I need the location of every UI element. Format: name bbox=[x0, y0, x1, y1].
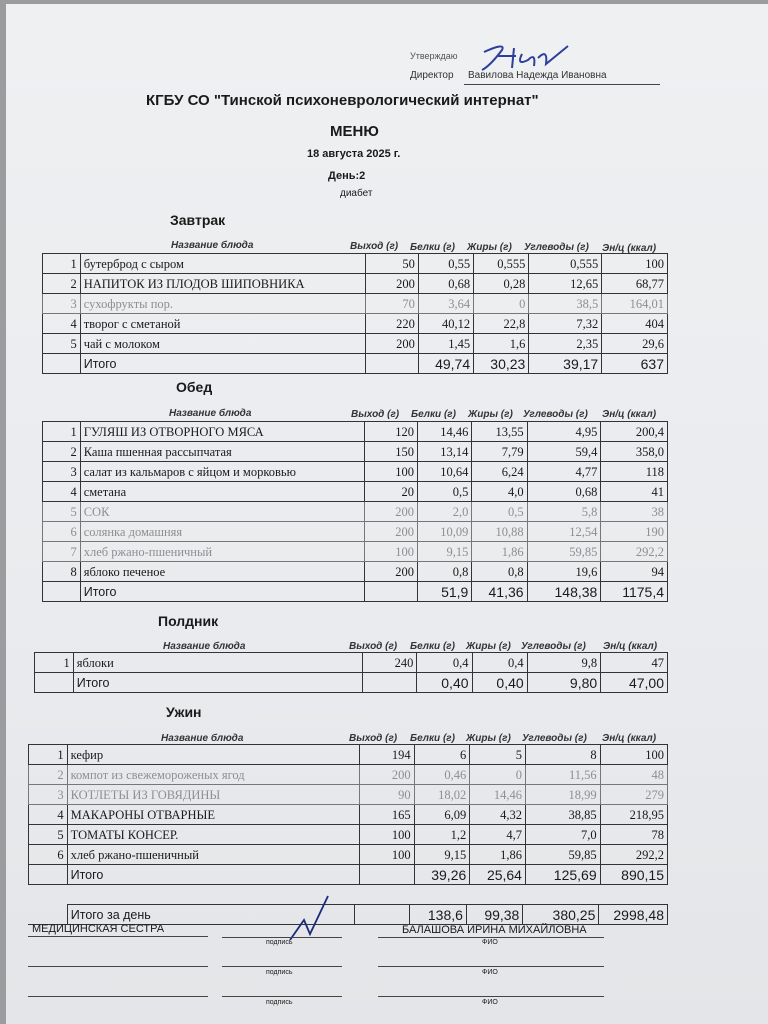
director-underline bbox=[464, 84, 660, 85]
col-fat: Жиры (г) bbox=[467, 242, 512, 253]
dinner-row bbox=[29, 825, 668, 845]
col-yield: Выход (г) bbox=[350, 241, 399, 252]
total-spacer bbox=[43, 354, 81, 374]
total-yield-empty bbox=[364, 582, 417, 602]
lunch-table bbox=[42, 421, 668, 602]
row-number: 6 bbox=[29, 845, 68, 865]
dish-fat: 7,79 bbox=[472, 442, 527, 462]
dish-yield: 200 bbox=[360, 765, 414, 785]
dish-carbs: 12,65 bbox=[529, 274, 602, 294]
dish-name: хлеб ржано-пшеничный bbox=[80, 542, 364, 562]
dish-protein: 2,0 bbox=[417, 502, 471, 522]
lunch-row bbox=[43, 542, 668, 562]
dish-fat: 14,46 bbox=[470, 785, 526, 805]
total-spacer bbox=[43, 582, 81, 602]
dinner-total-row bbox=[29, 865, 668, 885]
dish-name: яблоки bbox=[73, 653, 362, 673]
dish-protein: 1,45 bbox=[418, 334, 473, 354]
org-title: КГБУ СО "Тинской психоневрологический интернат" bbox=[146, 92, 539, 109]
sign-line-2 bbox=[222, 966, 342, 967]
section-lunch-title: Обед bbox=[176, 379, 213, 395]
total-yield-empty bbox=[365, 354, 418, 374]
dish-yield: 90 bbox=[360, 785, 414, 805]
dish-name: творог с сметаной bbox=[80, 314, 365, 334]
total-label: Итого bbox=[80, 582, 364, 602]
breakfast-table bbox=[42, 253, 668, 374]
row-number: 3 bbox=[43, 294, 81, 314]
total-carbs: 9,80 bbox=[527, 673, 601, 693]
dish-yield: 200 bbox=[365, 334, 418, 354]
dish-fat: 1,86 bbox=[472, 542, 527, 562]
dish-name: КОТЛЕТЫ ИЗ ГОВЯДИНЫ bbox=[67, 785, 360, 805]
row-number: 5 bbox=[43, 502, 81, 522]
col-protein: Белки (г) bbox=[410, 242, 455, 253]
sign-label-1: подпись bbox=[266, 939, 293, 946]
menu-title: МЕНЮ bbox=[330, 123, 379, 140]
fio-line-3 bbox=[378, 996, 604, 997]
row-number: 3 bbox=[43, 462, 81, 482]
dinner-row bbox=[29, 845, 668, 865]
total-energy: 1175,4 bbox=[601, 582, 668, 602]
dish-energy: 47 bbox=[601, 653, 668, 673]
dish-fat: 0 bbox=[474, 294, 529, 314]
menu-date: 18 августа 2025 г. bbox=[307, 148, 401, 160]
sign-label-2: подпись bbox=[266, 969, 293, 976]
breakfast-row bbox=[43, 314, 668, 334]
col-name: Название блюда bbox=[163, 641, 246, 652]
dish-carbs: 11,56 bbox=[525, 765, 600, 785]
row-number: 7 bbox=[43, 542, 81, 562]
sign-line-1 bbox=[222, 937, 342, 938]
dish-name: солянка домашняя bbox=[80, 522, 364, 542]
col-protein: Белки (г) bbox=[410, 733, 455, 744]
dish-name: сухофрукты пор. bbox=[80, 294, 365, 314]
dish-fat: 1,6 bbox=[474, 334, 529, 354]
nurse-name: БАЛАШОВА ИРИНА МИХАЙЛОВНА bbox=[402, 924, 587, 936]
breakfast-total-row bbox=[43, 354, 668, 374]
dish-energy: 68,77 bbox=[602, 274, 668, 294]
fio-label-1: ФИО bbox=[482, 939, 498, 946]
dish-yield: 200 bbox=[364, 522, 417, 542]
col-carbs: Углеводы (г) bbox=[524, 242, 589, 253]
dish-fat: 0,5 bbox=[472, 502, 527, 522]
dish-fat: 13,55 bbox=[472, 422, 527, 442]
dish-yield: 194 bbox=[360, 745, 414, 765]
sign-label-3: подпись bbox=[266, 999, 293, 1006]
role-line-2 bbox=[28, 966, 208, 967]
dish-carbs: 7,0 bbox=[525, 825, 600, 845]
dish-energy: 218,95 bbox=[600, 805, 667, 825]
breakfast-row bbox=[43, 254, 668, 274]
dish-yield: 100 bbox=[360, 825, 414, 845]
dish-name: сметана bbox=[80, 482, 364, 502]
dish-protein: 0,55 bbox=[418, 254, 473, 274]
day-total-energy: 2998,48 bbox=[599, 905, 668, 925]
dish-fat: 1,86 bbox=[470, 845, 526, 865]
dish-energy: 404 bbox=[602, 314, 668, 334]
dish-name: СОК bbox=[80, 502, 364, 522]
total-label: Итого bbox=[80, 354, 365, 374]
dish-yield: 200 bbox=[365, 274, 418, 294]
col-carbs: Углеводы (г) bbox=[522, 733, 587, 744]
dish-energy: 29,6 bbox=[602, 334, 668, 354]
day-total-table bbox=[28, 904, 668, 925]
lunch-row bbox=[43, 482, 668, 502]
dish-fat: 0,28 bbox=[474, 274, 529, 294]
total-fat: 25,64 bbox=[470, 865, 526, 885]
dish-protein: 0,46 bbox=[414, 765, 470, 785]
total-yield-empty bbox=[360, 865, 414, 885]
row-number: 4 bbox=[43, 482, 81, 502]
dish-energy: 118 bbox=[601, 462, 668, 482]
total-yield-empty bbox=[362, 673, 416, 693]
dish-energy: 48 bbox=[600, 765, 667, 785]
dish-name: ГУЛЯШ ИЗ ОТВОРНОГО МЯСА bbox=[80, 422, 364, 442]
dish-protein: 0,5 bbox=[417, 482, 471, 502]
dish-protein: 6 bbox=[414, 745, 470, 765]
dish-fat: 0,555 bbox=[474, 254, 529, 274]
dish-protein: 18,02 bbox=[414, 785, 470, 805]
breakfast-row bbox=[43, 294, 668, 314]
col-energy: Эн/ц (ккал) bbox=[602, 733, 657, 744]
dish-energy: 292,2 bbox=[601, 542, 668, 562]
director-name: Вавилова Надежда Ивановна bbox=[468, 70, 607, 81]
col-fat: Жиры (г) bbox=[466, 733, 511, 744]
row-number: 1 bbox=[43, 422, 81, 442]
fio-label-2: ФИО bbox=[482, 969, 498, 976]
dinner-row bbox=[29, 765, 668, 785]
total-carbs: 39,17 bbox=[529, 354, 602, 374]
row-number: 4 bbox=[43, 314, 81, 334]
row-number: 6 bbox=[43, 522, 81, 542]
fio-line-1 bbox=[378, 937, 604, 938]
director-signature bbox=[476, 40, 576, 74]
dish-carbs: 4,95 bbox=[527, 422, 601, 442]
row-number: 8 bbox=[43, 562, 81, 582]
dish-yield: 240 bbox=[362, 653, 416, 673]
dish-fat: 4,7 bbox=[470, 825, 526, 845]
section-breakfast-title: Завтрак bbox=[170, 212, 226, 228]
dish-fat: 5 bbox=[470, 745, 526, 765]
breakfast-row bbox=[43, 274, 668, 294]
fio-label-3: ФИО bbox=[482, 999, 498, 1006]
total-carbs: 148,38 bbox=[527, 582, 601, 602]
total-energy: 47,00 bbox=[601, 673, 668, 693]
row-number: 2 bbox=[29, 765, 68, 785]
dish-carbs: 0,68 bbox=[527, 482, 601, 502]
col-carbs: Углеводы (г) bbox=[523, 409, 588, 420]
col-yield: Выход (г) bbox=[351, 409, 400, 420]
day-total-fat: 99,38 bbox=[466, 905, 522, 925]
section-snack-title: Полдник bbox=[158, 613, 219, 629]
dish-yield: 100 bbox=[364, 542, 417, 562]
dish-fat: 0 bbox=[470, 765, 526, 785]
col-name: Название блюда bbox=[169, 408, 252, 419]
total-spacer bbox=[29, 865, 68, 885]
total-protein: 51,9 bbox=[417, 582, 471, 602]
total-energy: 890,15 bbox=[600, 865, 667, 885]
col-protein: Белки (г) bbox=[411, 409, 456, 420]
day-total-row bbox=[28, 905, 668, 925]
sign-line-3 bbox=[222, 996, 342, 997]
dish-name: чай с молоком bbox=[80, 334, 365, 354]
dish-carbs: 9,8 bbox=[527, 653, 601, 673]
dish-energy: 358,0 bbox=[601, 442, 668, 462]
dish-protein: 0,68 bbox=[418, 274, 473, 294]
dish-name: НАПИТОК ИЗ ПЛОДОВ ШИПОВНИКА bbox=[80, 274, 365, 294]
dish-carbs: 59,4 bbox=[527, 442, 601, 462]
dish-yield: 120 bbox=[364, 422, 417, 442]
snack-row bbox=[35, 653, 668, 673]
total-fat: 41,36 bbox=[472, 582, 527, 602]
dish-protein: 0,8 bbox=[417, 562, 471, 582]
snack-total-row bbox=[35, 673, 668, 693]
col-yield: Выход (г) bbox=[349, 641, 398, 652]
col-name: Название блюда bbox=[161, 733, 244, 744]
dish-fat: 4,32 bbox=[470, 805, 526, 825]
breakfast-row bbox=[43, 334, 668, 354]
dish-energy: 292,2 bbox=[600, 845, 667, 865]
dish-yield: 165 bbox=[360, 805, 414, 825]
dish-yield: 200 bbox=[364, 562, 417, 582]
dish-carbs: 18,99 bbox=[525, 785, 600, 805]
day-total-protein: 138,6 bbox=[410, 905, 466, 925]
dish-protein: 40,12 bbox=[418, 314, 473, 334]
row-number: 2 bbox=[43, 274, 81, 294]
dish-energy: 279 bbox=[600, 785, 667, 805]
dish-energy: 100 bbox=[602, 254, 668, 274]
total-protein: 39,26 bbox=[414, 865, 470, 885]
total-fat: 30,23 bbox=[474, 354, 529, 374]
dish-yield: 220 bbox=[365, 314, 418, 334]
dish-protein: 0,4 bbox=[417, 653, 472, 673]
row-number: 2 bbox=[43, 442, 81, 462]
lunch-row bbox=[43, 522, 668, 542]
row-number: 1 bbox=[29, 745, 68, 765]
col-fat: Жиры (г) bbox=[468, 409, 513, 420]
dish-protein: 3,64 bbox=[418, 294, 473, 314]
dish-fat: 10,88 bbox=[472, 522, 527, 542]
dish-name: компот из свежемороженых ягод bbox=[67, 765, 360, 785]
row-number: 3 bbox=[29, 785, 68, 805]
fio-line-2 bbox=[378, 966, 604, 967]
dish-protein: 9,15 bbox=[414, 845, 470, 865]
dish-name: яблоко печеное bbox=[80, 562, 364, 582]
dish-yield: 70 bbox=[365, 294, 418, 314]
total-label: Итого bbox=[67, 865, 360, 885]
total-label: Итого bbox=[73, 673, 362, 693]
dish-fat: 0,8 bbox=[472, 562, 527, 582]
role-line-1 bbox=[28, 936, 208, 937]
approve-label: Утверждаю bbox=[410, 51, 458, 61]
total-energy: 637 bbox=[602, 354, 668, 374]
col-yield: Выход (г) bbox=[349, 733, 398, 744]
dinner-row bbox=[29, 745, 668, 765]
dish-energy: 78 bbox=[600, 825, 667, 845]
total-protein: 0,40 bbox=[417, 673, 472, 693]
dish-fat: 22,8 bbox=[474, 314, 529, 334]
dish-energy: 94 bbox=[601, 562, 668, 582]
dish-protein: 10,64 bbox=[417, 462, 471, 482]
dish-carbs: 8 bbox=[525, 745, 600, 765]
lunch-row bbox=[43, 502, 668, 522]
total-spacer bbox=[35, 673, 74, 693]
lunch-row bbox=[43, 462, 668, 482]
dish-yield: 50 bbox=[365, 254, 418, 274]
row-number: 1 bbox=[43, 254, 81, 274]
dish-carbs: 7,32 bbox=[529, 314, 602, 334]
total-protein: 49,74 bbox=[418, 354, 473, 374]
dish-protein: 10,09 bbox=[417, 522, 471, 542]
dish-name: Каша пшенная рассыпчатая bbox=[80, 442, 364, 462]
row-number: 1 bbox=[35, 653, 74, 673]
menu-day: День:2 bbox=[328, 170, 366, 182]
dish-carbs: 5,8 bbox=[527, 502, 601, 522]
col-protein: Белки (г) bbox=[410, 641, 455, 652]
diet-label: диабет bbox=[340, 188, 373, 199]
dish-name: салат из кальмаров с яйцом и морковью bbox=[80, 462, 364, 482]
day-total-label: Итого за день bbox=[67, 905, 355, 925]
col-carbs: Углеводы (г) bbox=[521, 641, 586, 652]
dish-carbs: 59,85 bbox=[527, 542, 601, 562]
total-carbs: 125,69 bbox=[525, 865, 600, 885]
day-total-carbs: 380,25 bbox=[523, 905, 599, 925]
dish-yield: 20 bbox=[364, 482, 417, 502]
col-energy: Эн/ц (ккал) bbox=[602, 409, 657, 420]
dish-energy: 200,4 bbox=[601, 422, 668, 442]
dish-energy: 190 bbox=[601, 522, 668, 542]
dish-carbs: 59,85 bbox=[525, 845, 600, 865]
section-dinner-title: Ужин bbox=[166, 704, 202, 720]
dinner-row bbox=[29, 805, 668, 825]
row-number: 5 bbox=[43, 334, 81, 354]
lunch-row bbox=[43, 442, 668, 462]
dish-name: хлеб ржано-пшеничный bbox=[67, 845, 360, 865]
dish-fat: 6,24 bbox=[472, 462, 527, 482]
dish-yield: 100 bbox=[364, 462, 417, 482]
dish-yield: 150 bbox=[364, 442, 417, 462]
dish-protein: 9,15 bbox=[417, 542, 471, 562]
dish-carbs: 38,85 bbox=[525, 805, 600, 825]
dish-energy: 41 bbox=[601, 482, 668, 502]
dish-protein: 14,46 bbox=[417, 422, 471, 442]
dish-carbs: 0,555 bbox=[529, 254, 602, 274]
lunch-total-row bbox=[43, 582, 668, 602]
dish-protein: 13,14 bbox=[417, 442, 471, 462]
dish-energy: 100 bbox=[600, 745, 667, 765]
dinner-row bbox=[29, 785, 668, 805]
dish-name: бутерброд с сыром bbox=[80, 254, 365, 274]
dinner-table bbox=[28, 744, 668, 885]
dish-energy: 38 bbox=[601, 502, 668, 522]
dish-name: ТОМАТЫ КОНСЕР. bbox=[67, 825, 360, 845]
dish-carbs: 38,5 bbox=[529, 294, 602, 314]
col-name: Название блюда bbox=[171, 240, 254, 251]
dish-carbs: 19,6 bbox=[527, 562, 601, 582]
dish-name: МАКАРОНЫ ОТВАРНЫЕ bbox=[67, 805, 360, 825]
dish-name: кефир bbox=[67, 745, 360, 765]
snack-table bbox=[34, 652, 668, 693]
lunch-row bbox=[43, 562, 668, 582]
col-fat: Жиры (г) bbox=[466, 641, 511, 652]
director-label: Директор bbox=[410, 70, 454, 81]
dish-fat: 4,0 bbox=[472, 482, 527, 502]
role-line-3 bbox=[28, 996, 208, 997]
nurse-role: МЕДИЦИНСКАЯ СЕСТРА bbox=[32, 923, 165, 935]
dish-energy: 164,01 bbox=[602, 294, 668, 314]
dish-carbs: 4,77 bbox=[527, 462, 601, 482]
document-page bbox=[6, 4, 768, 1024]
dish-protein: 1,2 bbox=[414, 825, 470, 845]
dish-carbs: 2,35 bbox=[529, 334, 602, 354]
total-fat: 0,40 bbox=[472, 673, 527, 693]
dish-fat: 0,4 bbox=[472, 653, 527, 673]
col-energy: Эн/ц (ккал) bbox=[602, 243, 657, 254]
col-energy: Эн/ц (ккал) bbox=[603, 641, 658, 652]
dish-carbs: 12,54 bbox=[527, 522, 601, 542]
nurse-signature bbox=[284, 894, 334, 942]
dish-protein: 6,09 bbox=[414, 805, 470, 825]
dish-yield: 100 bbox=[360, 845, 414, 865]
lunch-row bbox=[43, 422, 668, 442]
row-number: 4 bbox=[29, 805, 68, 825]
row-number: 5 bbox=[29, 825, 68, 845]
dish-yield: 200 bbox=[364, 502, 417, 522]
